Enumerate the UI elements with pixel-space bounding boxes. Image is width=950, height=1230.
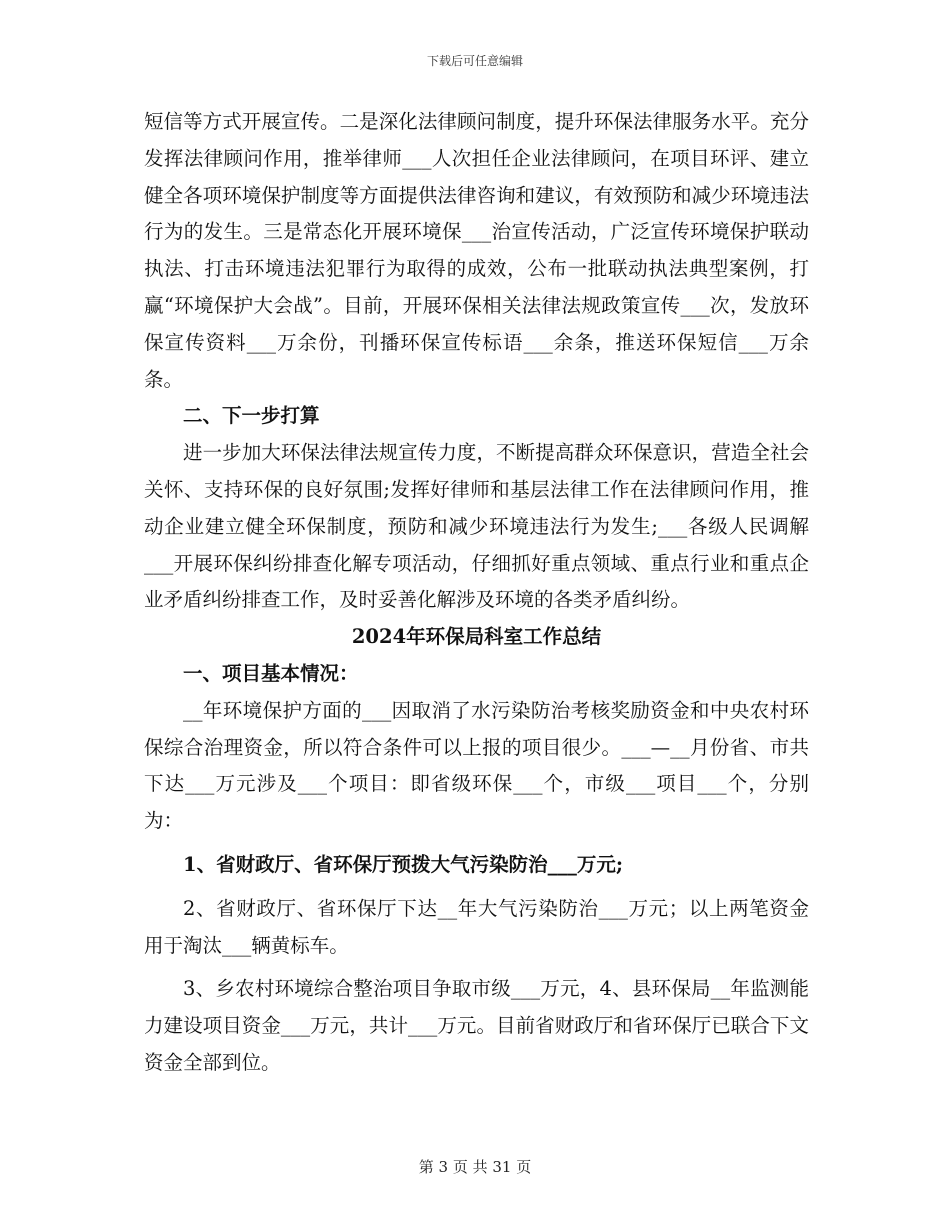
- paragraph-continued: 短信等方式开展宣传。二是深化法律顾问制度，提升环保法律服务水平。充分发挥法律顾问作用，推举律师___人次担任企业法律顾问，在项目环评、建立健全各项环境保护制度等方面提供法律咨询和建议，有效预防和减少环境违法行为的发生。三是常态化开展环境保___治宣传活动，广泛宣传环境保护联动执法、打击环境违法犯罪行为取得的成效，公布一批联动执法典型案例，打赢“环境保护大会战”。目前，开展环保相关法律法规政策宣传___次，发放环保宣传资料___万余份，刊播环保宣传标语___余条，推送环保短信___万余条。: [144, 110, 809, 391]
- document-body: [144, 104, 809, 1082]
- section-heading-project-overview: 一、项目基本情况：: [183, 661, 359, 685]
- paragraph-project-overview: __年环境保护方面的___因取消了水污染防治考核奖励资金和中央农村环保综合治理资金，所以符合条件可以上报的项目很少。___—__月份省、市共下达___万元涉及___个项目：即省级环保___个，市级___项目___个，分别为：: [144, 698, 809, 833]
- list-item-3: 3、乡农村环境综合整治项目争取市级___万元，4、县环保局__年监测能力建设项目资金___万元，共计___万元。目前省财政厅和省环保厅已联合下文资金全部到位。: [144, 977, 809, 1074]
- paragraph-next-steps: 进一步加大环保法律法规宣传力度，不断提高群众环保意识，营造全社会关怀、支持环保的良好氛围;发挥好律师和基层法律工作在法律顾问作用，推动企业建立健全环保制度，预防和减少环境违法行为发生;___各级人民调解___开展环保纠纷排查化解专项活动，仔细抓好重点领域、重点行业和重点企业矛盾纠纷排查工作，及时妥善化解涉及环境的各类矛盾纠纷。: [144, 441, 809, 612]
- list-item-2: 2、省财政厅、省环保厅下达__年大气污染防治___万元；以上两笔资金用于淘汰___辆黄标车。: [144, 896, 809, 957]
- page-footer: 第 3 页 共 31 页: [418, 1158, 532, 1176]
- document-title: 2024年环保局科室工作总结: [351, 625, 602, 649]
- page-header: 下载后可任意编辑: [426, 54, 523, 68]
- list-item-1: 1、省财政厅、省环保厅预拨大气污染防治___万元;: [183, 852, 624, 876]
- section-heading-next-steps: 二、下一步打算: [183, 404, 320, 428]
